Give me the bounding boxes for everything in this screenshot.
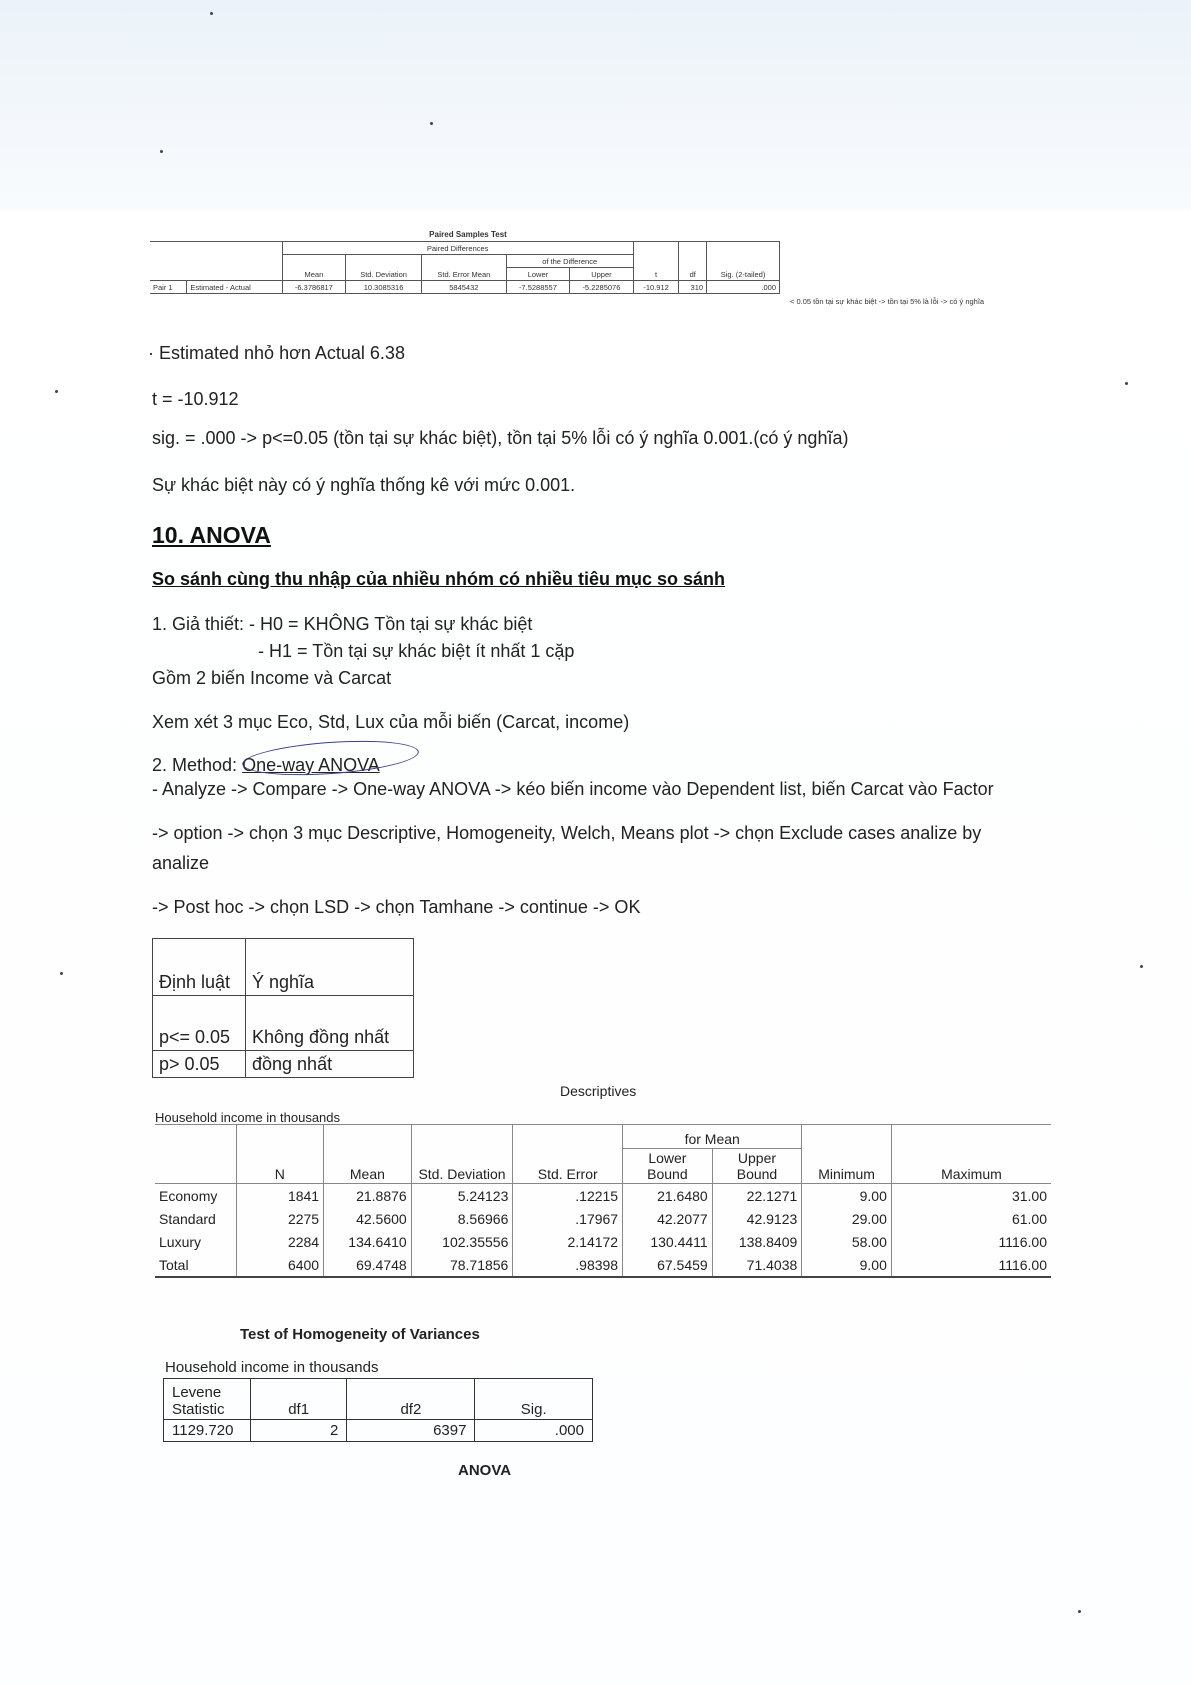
col-mean: Mean <box>282 255 346 281</box>
homog-value: 1129.720 <box>164 1420 251 1442</box>
table-cell: 134.6410 <box>324 1230 412 1253</box>
pair-label: Pair 1 <box>150 281 187 294</box>
table-cell: 78.71856 <box>411 1253 513 1277</box>
decision-header-rule: Định luật <box>153 939 246 996</box>
table-cell: 42.9123 <box>712 1207 802 1230</box>
table-cell: 1841 <box>236 1184 324 1208</box>
scan-speck <box>430 122 433 125</box>
table-cell: 138.8409 <box>712 1230 802 1253</box>
table-cell: .17967 <box>513 1207 623 1230</box>
table-cell: 9.00 <box>802 1184 892 1208</box>
descriptives-table <box>155 1124 1051 1278</box>
table-cell: 21.8876 <box>324 1184 412 1208</box>
table-cell: 102.35556 <box>411 1230 513 1253</box>
table-cell: 31.00 <box>891 1184 1051 1208</box>
table-row <box>155 1230 1051 1253</box>
col-sig: Sig. (2-tailed) <box>707 242 780 281</box>
step-analyze: - Analyze -> Compare -> One-way ANOVA -> kéo biến income vào Dependent list, biến Carcat vào Factor <box>152 779 994 799</box>
pair-value: 310 <box>679 281 707 294</box>
scan-speck <box>160 150 163 153</box>
table-cell: 8.56966 <box>411 1207 513 1230</box>
col-df: df <box>679 242 707 281</box>
table-cell: 67.5459 <box>623 1253 713 1277</box>
table-cell: 1116.00 <box>891 1230 1051 1253</box>
col-lower: Lower <box>506 268 570 281</box>
col-t: t <box>633 242 679 281</box>
row-label: Luxury <box>155 1230 236 1253</box>
pair-value: -10.912 <box>633 281 679 294</box>
homogeneity-table <box>163 1378 593 1442</box>
homog-col-df2: df2 <box>347 1379 475 1420</box>
decision-cell: Không đồng nhất <box>246 996 414 1051</box>
pair-value: 5845432 <box>422 281 507 294</box>
table-row <box>155 1253 1051 1277</box>
table-row <box>155 1184 1051 1208</box>
scan-speck <box>1140 965 1143 968</box>
decision-cell: p> 0.05 <box>153 1051 246 1078</box>
table-cell: 42.5600 <box>324 1207 412 1230</box>
decision-header-meaning: Ý nghĩa <box>246 939 414 996</box>
desc-col-lower: Lower Bound <box>623 1149 713 1184</box>
line-estimated: · Estimated nhỏ hơn Actual 6.38 <box>148 343 405 363</box>
homog-col-levene: Levene Statistic <box>164 1379 251 1420</box>
scan-speck <box>1078 1610 1081 1613</box>
consider-line: Xem xét 3 mục Eco, Std, Lux của mỗi biến (Carcat, income) <box>152 712 630 732</box>
line-significance: Sự khác biệt này có ý nghĩa thống kê với mức 0.001. <box>152 475 576 495</box>
scan-speck <box>1125 382 1128 385</box>
table-cell: 130.4411 <box>623 1230 713 1253</box>
step-option-cont: analize <box>152 853 210 873</box>
pair-value: -6.3786817 <box>282 281 346 294</box>
paired-differences-header: Paired Differences <box>282 242 633 255</box>
variables-line: Gồm 2 biến Income và Carcat <box>152 668 392 688</box>
scan-speck <box>55 390 58 393</box>
pair-value: -5.2285076 <box>570 281 634 294</box>
col-std: Std. Deviation <box>346 255 422 281</box>
step-posthoc: -> Post hoc -> chọn LSD -> chọn Tamhane -> continue -> OK <box>152 897 641 917</box>
homog-col-sig: Sig. <box>475 1379 593 1420</box>
table-cell: 71.4038 <box>712 1253 802 1277</box>
table-cell: 6400 <box>236 1253 324 1277</box>
anova-title: ANOVA <box>458 1462 512 1479</box>
pair-value: 10.3085316 <box>346 281 422 294</box>
line-sig: sig. = .000 -> p<=0.05 (tồn tại sự khác biệt), tồn tại 5% lỗi có ý nghĩa 0.001.(có ý nghĩa) <box>152 428 849 448</box>
table-cell: 1116.00 <box>891 1253 1051 1277</box>
pair-value: -7.5288557 <box>506 281 570 294</box>
desc-col-n: N <box>236 1125 324 1184</box>
decision-cell: p<= 0.05 <box>153 996 246 1051</box>
homog-col-df1: df1 <box>251 1379 347 1420</box>
table-cell: 9.00 <box>802 1253 892 1277</box>
step-option: -> option -> chọn 3 mục Descriptive, Homogeneity, Welch, Means plot -> chọn Exclude cases analize by <box>152 823 982 843</box>
table-cell: 21.6480 <box>623 1184 713 1208</box>
col-upper: Upper <box>570 268 634 281</box>
desc-ci-header: for Mean <box>623 1125 802 1149</box>
hypothesis-h1: - H1 = Tồn tại sự khác biệt ít nhất 1 cặp <box>258 641 575 661</box>
desc-col-std: Std. Deviation <box>411 1125 513 1184</box>
pair-value: .000 <box>707 281 780 294</box>
table-cell: 58.00 <box>802 1230 892 1253</box>
line-t: t = -10.912 <box>152 389 239 409</box>
scan-speck <box>60 972 63 975</box>
pair-name: Estimated - Actual <box>187 281 282 294</box>
table-cell: 61.00 <box>891 1207 1051 1230</box>
method-prefix: 2. Method: <box>152 755 243 775</box>
desc-col-min: Minimum <box>802 1125 892 1184</box>
desc-col-max: Maximum <box>891 1125 1051 1184</box>
descriptives-subtitle: Household income in thousands <box>155 1110 341 1125</box>
desc-col-se: Std. Error <box>513 1125 623 1184</box>
table-cell: 42.2077 <box>623 1207 713 1230</box>
homog-value: 6397 <box>347 1420 475 1442</box>
descriptives-title: Descriptives <box>560 1083 637 1099</box>
row-label: Economy <box>155 1184 236 1208</box>
table-cell: 2284 <box>236 1230 324 1253</box>
table-cell: 2275 <box>236 1207 324 1230</box>
ci-header: of the Difference <box>506 255 633 268</box>
homogeneity-subtitle: Household income in thousands <box>165 1359 379 1376</box>
decision-table <box>152 938 414 1078</box>
bleed-through-area <box>0 0 1191 210</box>
desc-col-upper: Upper Bound <box>712 1149 802 1184</box>
homog-value: .000 <box>475 1420 593 1442</box>
table-cell: 69.4748 <box>324 1253 412 1277</box>
table-cell: 22.1271 <box>712 1184 802 1208</box>
table-cell: .98398 <box>513 1253 623 1277</box>
col-se: Std. Error Mean <box>422 255 507 281</box>
row-label: Standard <box>155 1207 236 1230</box>
table-cell: 5.24123 <box>411 1184 513 1208</box>
hypothesis-h0: 1. Giả thiết: - H0 = KHÔNG Tồn tại sự khác biệt <box>152 614 533 634</box>
section-heading: 10. ANOVA <box>152 522 271 548</box>
desc-col-mean: Mean <box>324 1125 412 1184</box>
paired-note: < 0.05 tồn tại sự khác biệt -> tồn tại 5% là lỗi -> có ý nghĩa <box>790 297 985 306</box>
paired-table-title: Paired Samples Test <box>429 230 507 239</box>
section-subheading: So sánh cùng thu nhập của nhiều nhóm có nhiều tiêu mục so sánh <box>152 569 726 589</box>
decision-cell: đồng nhất <box>246 1051 414 1078</box>
table-cell: .12215 <box>513 1184 623 1208</box>
homogeneity-title: Test of Homogeneity of Variances <box>240 1326 480 1343</box>
method-name: One-way ANOVA <box>242 755 380 775</box>
table-cell: 2.14172 <box>513 1230 623 1253</box>
table-cell: 29.00 <box>802 1207 892 1230</box>
row-label: Total <box>155 1253 236 1277</box>
scan-speck <box>210 12 213 15</box>
table-row <box>155 1207 1051 1230</box>
homog-value: 2 <box>251 1420 347 1442</box>
paired-samples-table <box>150 230 985 306</box>
